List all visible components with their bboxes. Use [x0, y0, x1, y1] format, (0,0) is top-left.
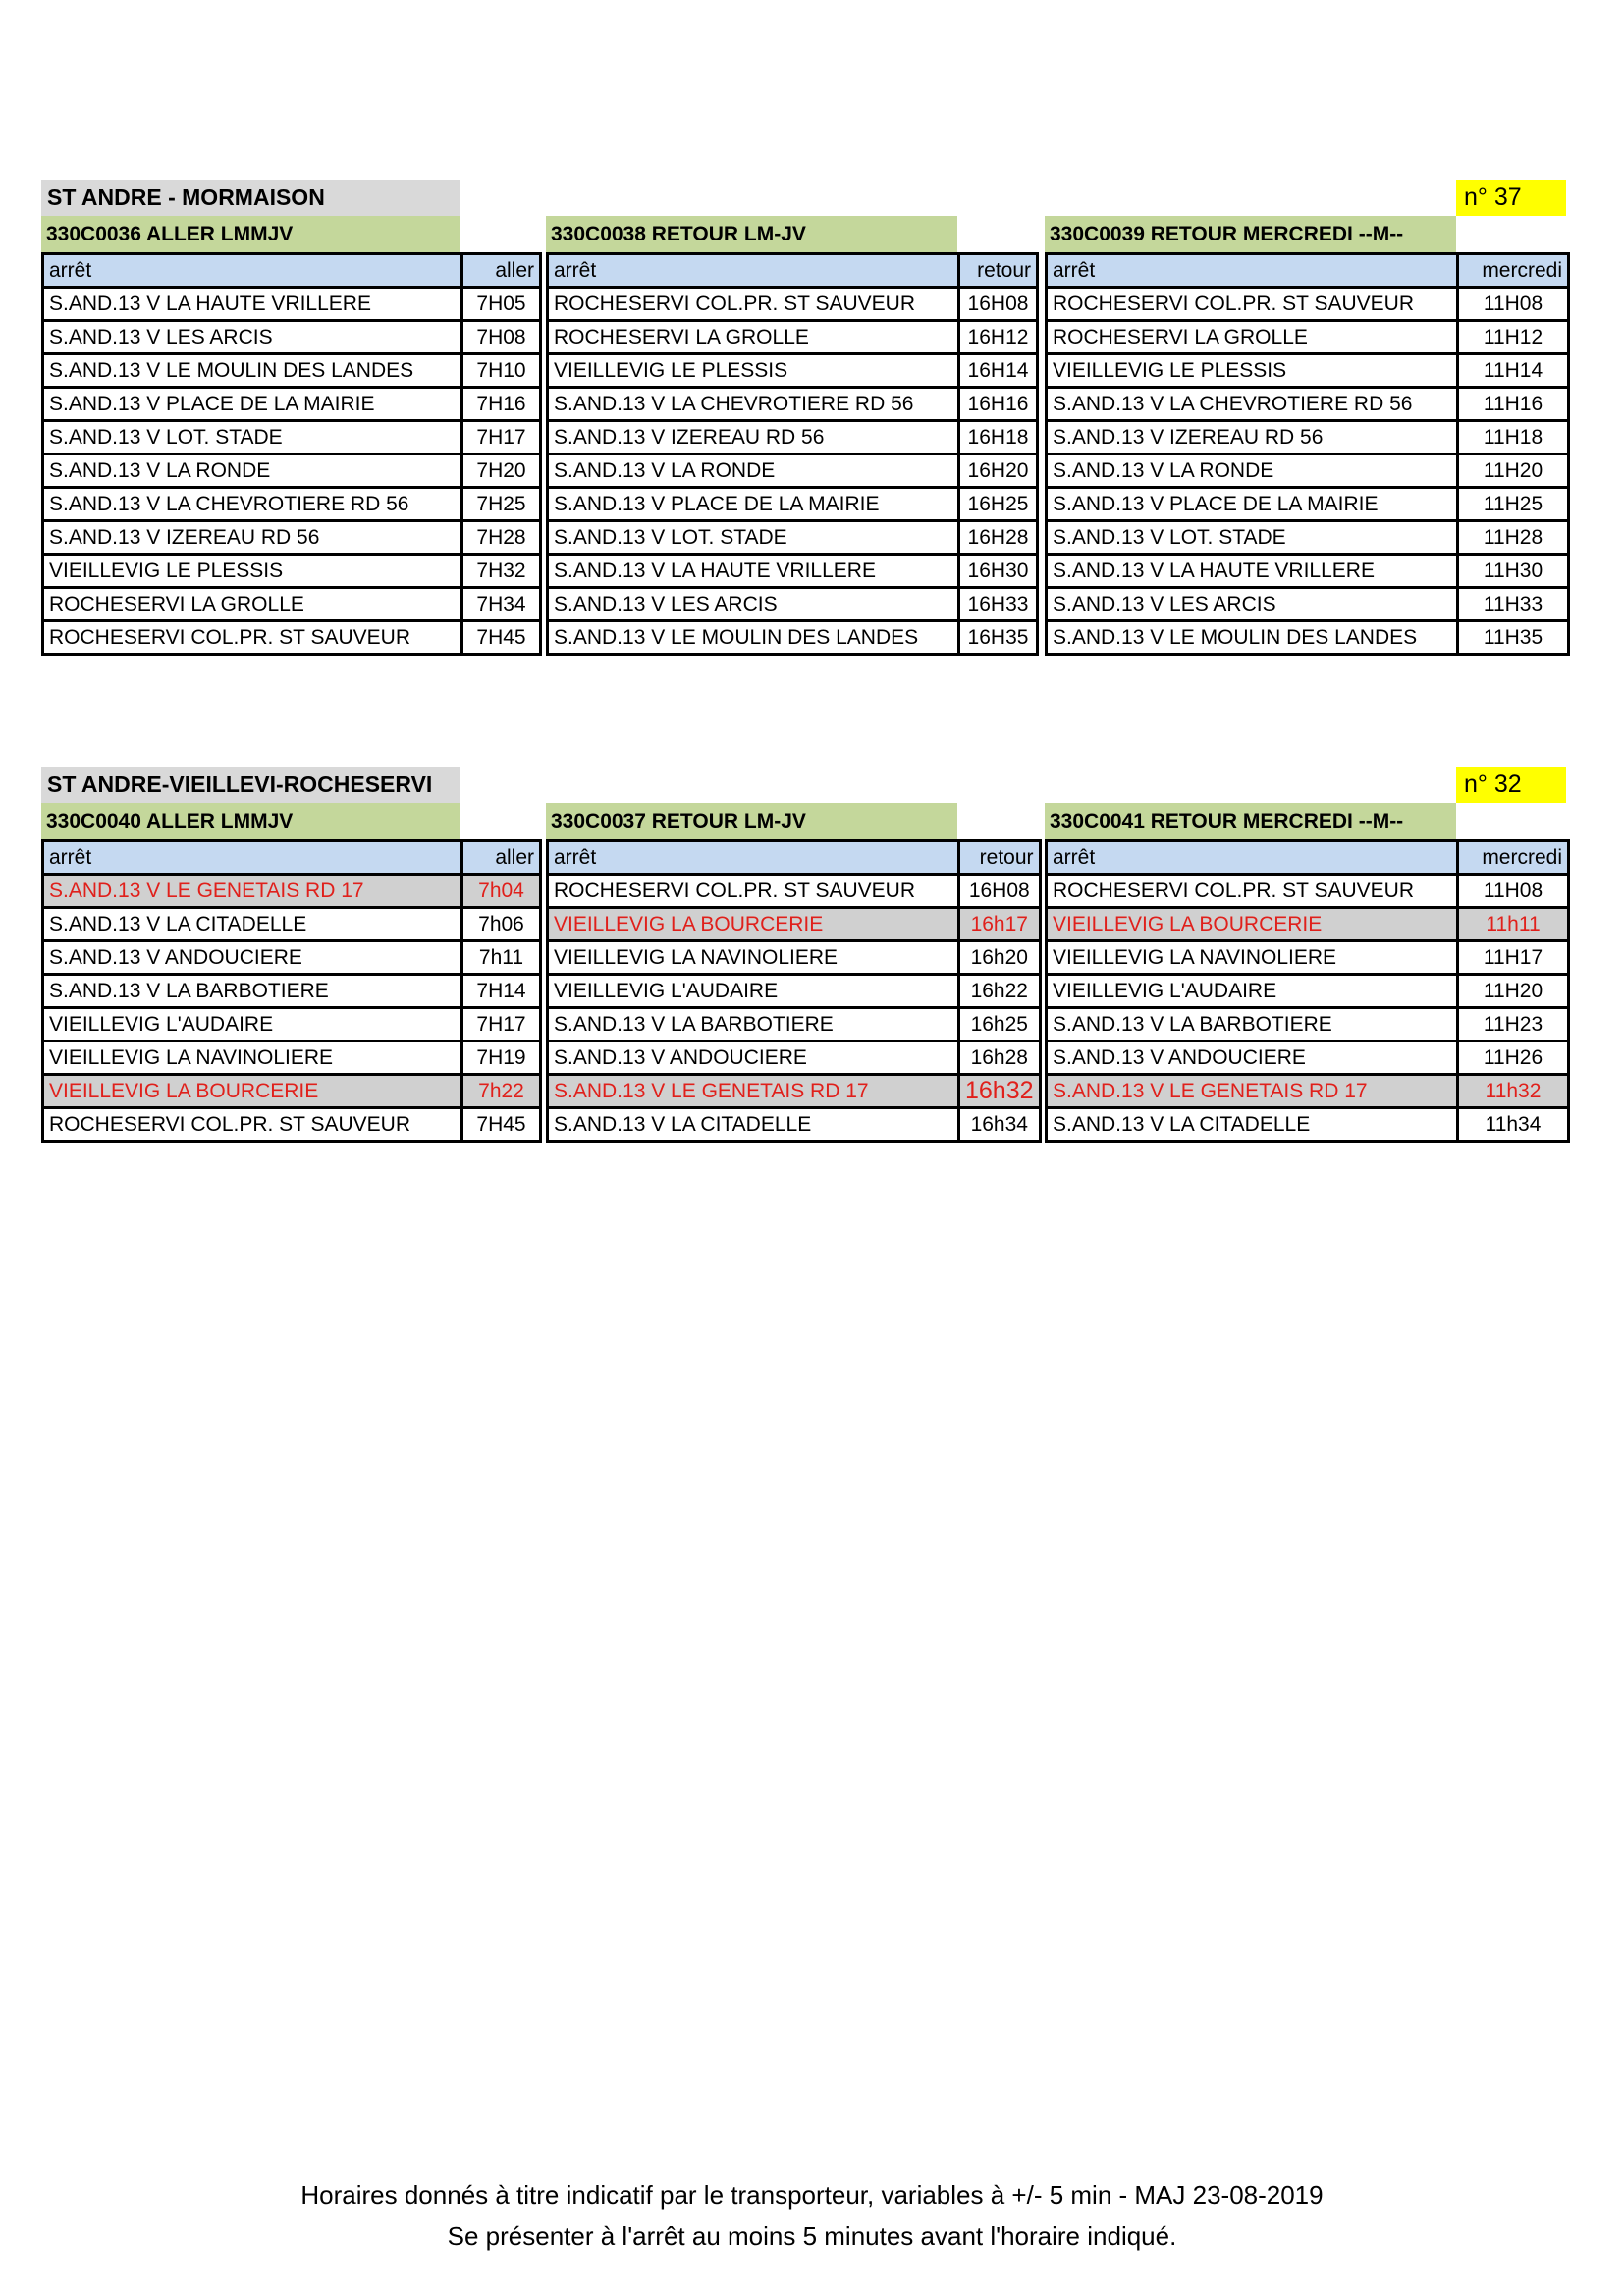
stop-time: 7H08 [462, 321, 541, 354]
stop-time: 7H10 [462, 354, 541, 388]
table-row [43, 1041, 541, 1075]
stop-time: 16H35 [959, 621, 1038, 655]
timetable-block [546, 803, 1042, 1143]
schedule-section-37 [0, 180, 1624, 649]
stop-name: VIEILLEVIG LE PLESSIS [43, 555, 462, 588]
stop-name: S.AND.13 V PLACE DE LA MAIRIE [548, 488, 959, 521]
stop-name: S.AND.13 V IZEREAU RD 56 [548, 421, 959, 454]
column-header-time: retour [959, 841, 1041, 875]
stop-time: 11H08 [1458, 288, 1569, 321]
column-header-time: mercredi [1458, 841, 1569, 875]
table-header-row [548, 254, 1038, 288]
stop-time: 16H33 [959, 588, 1038, 621]
footer-line-1: Horaires donnés à titre indicatif par le transporteur, variables à +/- 5 min - MAJ 23-08-2019 [300, 2180, 1324, 2210]
stop-time: 11H25 [1458, 488, 1569, 521]
stop-name: S.AND.13 V LA HAUTE VRILLERE [43, 288, 462, 321]
table-row [43, 288, 541, 321]
stop-name: S.AND.13 V LA CHEVROTIERE RD 56 [548, 388, 959, 421]
stop-time: 7h11 [462, 941, 541, 975]
column-header-time: aller [462, 254, 541, 288]
stop-name: S.AND.13 V IZEREAU RD 56 [1047, 421, 1458, 454]
table-row [548, 875, 1041, 908]
stop-time: 7H16 [462, 388, 541, 421]
table-row [548, 941, 1041, 975]
stop-time: 16H20 [959, 454, 1038, 488]
stop-time: 7H20 [462, 454, 541, 488]
stop-name: VIEILLEVIG LA NAVINOLIERE [1047, 941, 1458, 975]
stop-name: S.AND.13 V LE GENETAIS RD 17 [548, 1075, 959, 1108]
stop-time: 11H23 [1458, 1008, 1569, 1041]
stop-name: VIEILLEVIG LA BOURCERIE [548, 908, 959, 941]
stop-time: 7H45 [462, 1108, 541, 1142]
stop-time: 16h17 [959, 908, 1041, 941]
stop-name: S.AND.13 V PLACE DE LA MAIRIE [43, 388, 462, 421]
stop-name: S.AND.13 V LA BARBOTIERE [548, 1008, 959, 1041]
table-row [43, 1008, 541, 1041]
table-row [1047, 288, 1569, 321]
stop-time: 11H16 [1458, 388, 1569, 421]
line-number-badge: n° 32 [1456, 767, 1566, 803]
stop-time: 16H18 [959, 421, 1038, 454]
stop-name: ROCHESERVI COL.PR. ST SAUVEUR [1047, 875, 1458, 908]
stop-name: VIEILLEVIG LA BOURCERIE [1047, 908, 1458, 941]
stop-time: 16h28 [959, 1041, 1041, 1075]
table-header-row [548, 841, 1041, 875]
table-row [43, 941, 541, 975]
stop-time: 11H08 [1458, 875, 1569, 908]
stop-time: 7h06 [462, 908, 541, 941]
stop-time: 11h32 [1458, 1075, 1569, 1108]
stop-time: 7h04 [462, 875, 541, 908]
stop-time: 16H25 [959, 488, 1038, 521]
stop-name: S.AND.13 V LES ARCIS [548, 588, 959, 621]
table-row [43, 908, 541, 941]
table-row [1047, 875, 1569, 908]
stop-time: 7H45 [462, 621, 541, 655]
stop-name: VIEILLEVIG LA NAVINOLIERE [548, 941, 959, 975]
column-header-stop: arrêt [1047, 841, 1458, 875]
table-row [1047, 1041, 1569, 1075]
column-header-time: aller [462, 841, 541, 875]
stop-time: 11H30 [1458, 555, 1569, 588]
stop-name: S.AND.13 V ANDOUCIERE [1047, 1041, 1458, 1075]
stop-name: VIEILLEVIG LA NAVINOLIERE [43, 1041, 462, 1075]
stop-name: VIEILLEVIG LA BOURCERIE [43, 1075, 462, 1108]
stop-name: S.AND.13 V LA CITADELLE [1047, 1108, 1458, 1142]
stop-time: 11H12 [1458, 321, 1569, 354]
column-header-stop: arrêt [43, 841, 462, 875]
stop-name: S.AND.13 V LES ARCIS [1047, 588, 1458, 621]
timetable-block [41, 803, 542, 1143]
table-row [548, 321, 1038, 354]
stop-name: S.AND.13 V LE MOULIN DES LANDES [1047, 621, 1458, 655]
stop-time: 7H05 [462, 288, 541, 321]
table-row [548, 354, 1038, 388]
stop-time: 11h11 [1458, 908, 1569, 941]
table-row [548, 1075, 1041, 1108]
stop-time: 16h34 [959, 1108, 1041, 1142]
stop-time: 11H35 [1458, 621, 1569, 655]
table-row [548, 621, 1038, 655]
table-row [1047, 1108, 1569, 1142]
stop-time: 16H28 [959, 521, 1038, 555]
table-row [548, 1108, 1041, 1142]
timetable [546, 839, 1042, 1143]
table-row [43, 555, 541, 588]
stop-time: 7H19 [462, 1041, 541, 1075]
table-row [1047, 454, 1569, 488]
stop-name: S.AND.13 V LE MOULIN DES LANDES [43, 354, 462, 388]
table-row [43, 975, 541, 1008]
stop-name: S.AND.13 V PLACE DE LA MAIRIE [1047, 488, 1458, 521]
stop-name: VIEILLEVIG LE PLESSIS [1047, 354, 1458, 388]
stop-name: S.AND.13 V LA RONDE [43, 454, 462, 488]
table-row [43, 354, 541, 388]
footer-note [0, 2174, 1624, 2257]
table-header-row [1047, 254, 1569, 288]
table-row [1047, 521, 1569, 555]
column-header-stop: arrêt [43, 254, 462, 288]
table-row [548, 588, 1038, 621]
stop-name: ROCHESERVI COL.PR. ST SAUVEUR [43, 621, 462, 655]
stop-name: ROCHESERVI COL.PR. ST SAUVEUR [548, 288, 959, 321]
stop-name: VIEILLEVIG L'AUDAIRE [548, 975, 959, 1008]
timetable [1045, 839, 1570, 1143]
stop-time: 11H20 [1458, 975, 1569, 1008]
stop-time: 7H17 [462, 421, 541, 454]
stop-name: S.AND.13 V LOT. STADE [1047, 521, 1458, 555]
table-row [548, 388, 1038, 421]
table-row [548, 908, 1041, 941]
stop-name: S.AND.13 V LES ARCIS [43, 321, 462, 354]
table-row [43, 421, 541, 454]
line-title: ST ANDRE-VIEILLEVI-ROCHESERVI [41, 767, 460, 803]
column-header-stop: arrêt [548, 841, 959, 875]
table-row [1047, 941, 1569, 975]
stop-time: 16H16 [959, 388, 1038, 421]
table-row [1047, 1008, 1569, 1041]
stop-name: S.AND.13 V ANDOUCIERE [548, 1041, 959, 1075]
table-row [43, 388, 541, 421]
stop-time: 16H30 [959, 555, 1038, 588]
table-row [1047, 1075, 1569, 1108]
stop-time: 16H14 [959, 354, 1038, 388]
stop-name: S.AND.13 V LA HAUTE VRILLERE [1047, 555, 1458, 588]
table-row [1047, 975, 1569, 1008]
table-row [548, 1008, 1041, 1041]
column-header-time: retour [959, 254, 1038, 288]
stop-name: S.AND.13 V LA CHEVROTIERE RD 56 [1047, 388, 1458, 421]
schedule-section-32 [0, 767, 1624, 1136]
table-row [43, 588, 541, 621]
stop-name: VIEILLEVIG L'AUDAIRE [1047, 975, 1458, 1008]
table-row [43, 621, 541, 655]
table-row [548, 454, 1038, 488]
section-title-row [0, 180, 1624, 216]
stop-name: VIEILLEVIG LE PLESSIS [548, 354, 959, 388]
stop-name: S.AND.13 V LE GENETAIS RD 17 [1047, 1075, 1458, 1108]
table-row [43, 321, 541, 354]
timetable-block [41, 216, 542, 656]
stop-time: 7H28 [462, 521, 541, 555]
stop-name: S.AND.13 V LA BARBOTIERE [43, 975, 462, 1008]
stop-name: S.AND.13 V LE MOULIN DES LANDES [548, 621, 959, 655]
table-row [43, 1075, 541, 1108]
table-row [1047, 908, 1569, 941]
stop-time: 16H12 [959, 321, 1038, 354]
table-row [1047, 588, 1569, 621]
route-code: 330C0040 ALLER LMMJV [41, 803, 460, 839]
route-code: 330C0038 RETOUR LM-JV [546, 216, 957, 252]
stop-name: ROCHESERVI COL.PR. ST SAUVEUR [548, 875, 959, 908]
column-header-time: mercredi [1458, 254, 1569, 288]
table-row [43, 1108, 541, 1142]
table-row [548, 555, 1038, 588]
table-row [43, 454, 541, 488]
route-code: 330C0039 RETOUR MERCREDI --M-- [1045, 216, 1456, 252]
route-code: 330C0041 RETOUR MERCREDI --M-- [1045, 803, 1456, 839]
stop-name: S.AND.13 V IZEREAU RD 56 [43, 521, 462, 555]
timetable [546, 252, 1039, 656]
table-row [548, 521, 1038, 555]
stop-time: 7h22 [462, 1075, 541, 1108]
stop-name: S.AND.13 V LA RONDE [548, 454, 959, 488]
column-header-stop: arrêt [1047, 254, 1458, 288]
table-header-row [1047, 841, 1569, 875]
stop-time: 16h32 [959, 1075, 1041, 1108]
table-row [1047, 388, 1569, 421]
timetable [1045, 252, 1570, 656]
table-row [548, 975, 1041, 1008]
timetable-block [1045, 216, 1570, 656]
table-row [1047, 488, 1569, 521]
stop-name: S.AND.13 V LA CITADELLE [43, 908, 462, 941]
timetable [41, 839, 542, 1143]
stop-time: 7H32 [462, 555, 541, 588]
stop-time: 11h34 [1458, 1108, 1569, 1142]
table-row [43, 521, 541, 555]
section-title-row [0, 767, 1624, 803]
stop-name: S.AND.13 V LOT. STADE [43, 421, 462, 454]
stop-time: 11H26 [1458, 1041, 1569, 1075]
stop-time: 16H08 [959, 875, 1041, 908]
stop-time: 11H14 [1458, 354, 1569, 388]
stop-time: 11H17 [1458, 941, 1569, 975]
footer-line-2: Se présenter à l'arrêt au moins 5 minutes avant l'horaire indiqué. [447, 2221, 1177, 2251]
stop-name: S.AND.13 V ANDOUCIERE [43, 941, 462, 975]
stop-name: S.AND.13 V LA HAUTE VRILLERE [548, 555, 959, 588]
stop-time: 7H34 [462, 588, 541, 621]
route-code: 330C0036 ALLER LMMJV [41, 216, 460, 252]
stop-name: S.AND.13 V LE GENETAIS RD 17 [43, 875, 462, 908]
table-row [548, 1041, 1041, 1075]
stop-name: ROCHESERVI LA GROLLE [1047, 321, 1458, 354]
table-row [548, 488, 1038, 521]
timetable [41, 252, 542, 656]
stop-name: ROCHESERVI LA GROLLE [43, 588, 462, 621]
stop-name: S.AND.13 V LA CITADELLE [548, 1108, 959, 1142]
table-row [1047, 555, 1569, 588]
stop-time: 7H17 [462, 1008, 541, 1041]
table-row [548, 288, 1038, 321]
stop-name: S.AND.13 V LA RONDE [1047, 454, 1458, 488]
timetable-block [1045, 803, 1570, 1143]
stop-time: 11H20 [1458, 454, 1569, 488]
stop-name: VIEILLEVIG L'AUDAIRE [43, 1008, 462, 1041]
stop-time: 16h22 [959, 975, 1041, 1008]
column-header-stop: arrêt [548, 254, 959, 288]
stop-name: ROCHESERVI LA GROLLE [548, 321, 959, 354]
table-header-row [43, 841, 541, 875]
stop-time: 7H25 [462, 488, 541, 521]
route-code: 330C0037 RETOUR LM-JV [546, 803, 957, 839]
table-row [1047, 621, 1569, 655]
table-row [1047, 421, 1569, 454]
stop-time: 16h25 [959, 1008, 1041, 1041]
stop-name: S.AND.13 V LA BARBOTIERE [1047, 1008, 1458, 1041]
table-row [1047, 354, 1569, 388]
table-row [43, 875, 541, 908]
table-row [1047, 321, 1569, 354]
stop-name: S.AND.13 V LOT. STADE [548, 521, 959, 555]
stop-name: ROCHESERVI COL.PR. ST SAUVEUR [43, 1108, 462, 1142]
stop-time: 16h20 [959, 941, 1041, 975]
stop-time: 7H14 [462, 975, 541, 1008]
line-number-badge: n° 37 [1456, 180, 1566, 216]
table-row [548, 421, 1038, 454]
table-header-row [43, 254, 541, 288]
stop-name: S.AND.13 V LA CHEVROTIERE RD 56 [43, 488, 462, 521]
stop-time: 11H18 [1458, 421, 1569, 454]
line-title: ST ANDRE - MORMAISON [41, 180, 460, 216]
table-row [43, 488, 541, 521]
stop-time: 11H33 [1458, 588, 1569, 621]
timetable-block [546, 216, 1039, 656]
stop-time: 16H08 [959, 288, 1038, 321]
stop-time: 11H28 [1458, 521, 1569, 555]
stop-name: ROCHESERVI COL.PR. ST SAUVEUR [1047, 288, 1458, 321]
